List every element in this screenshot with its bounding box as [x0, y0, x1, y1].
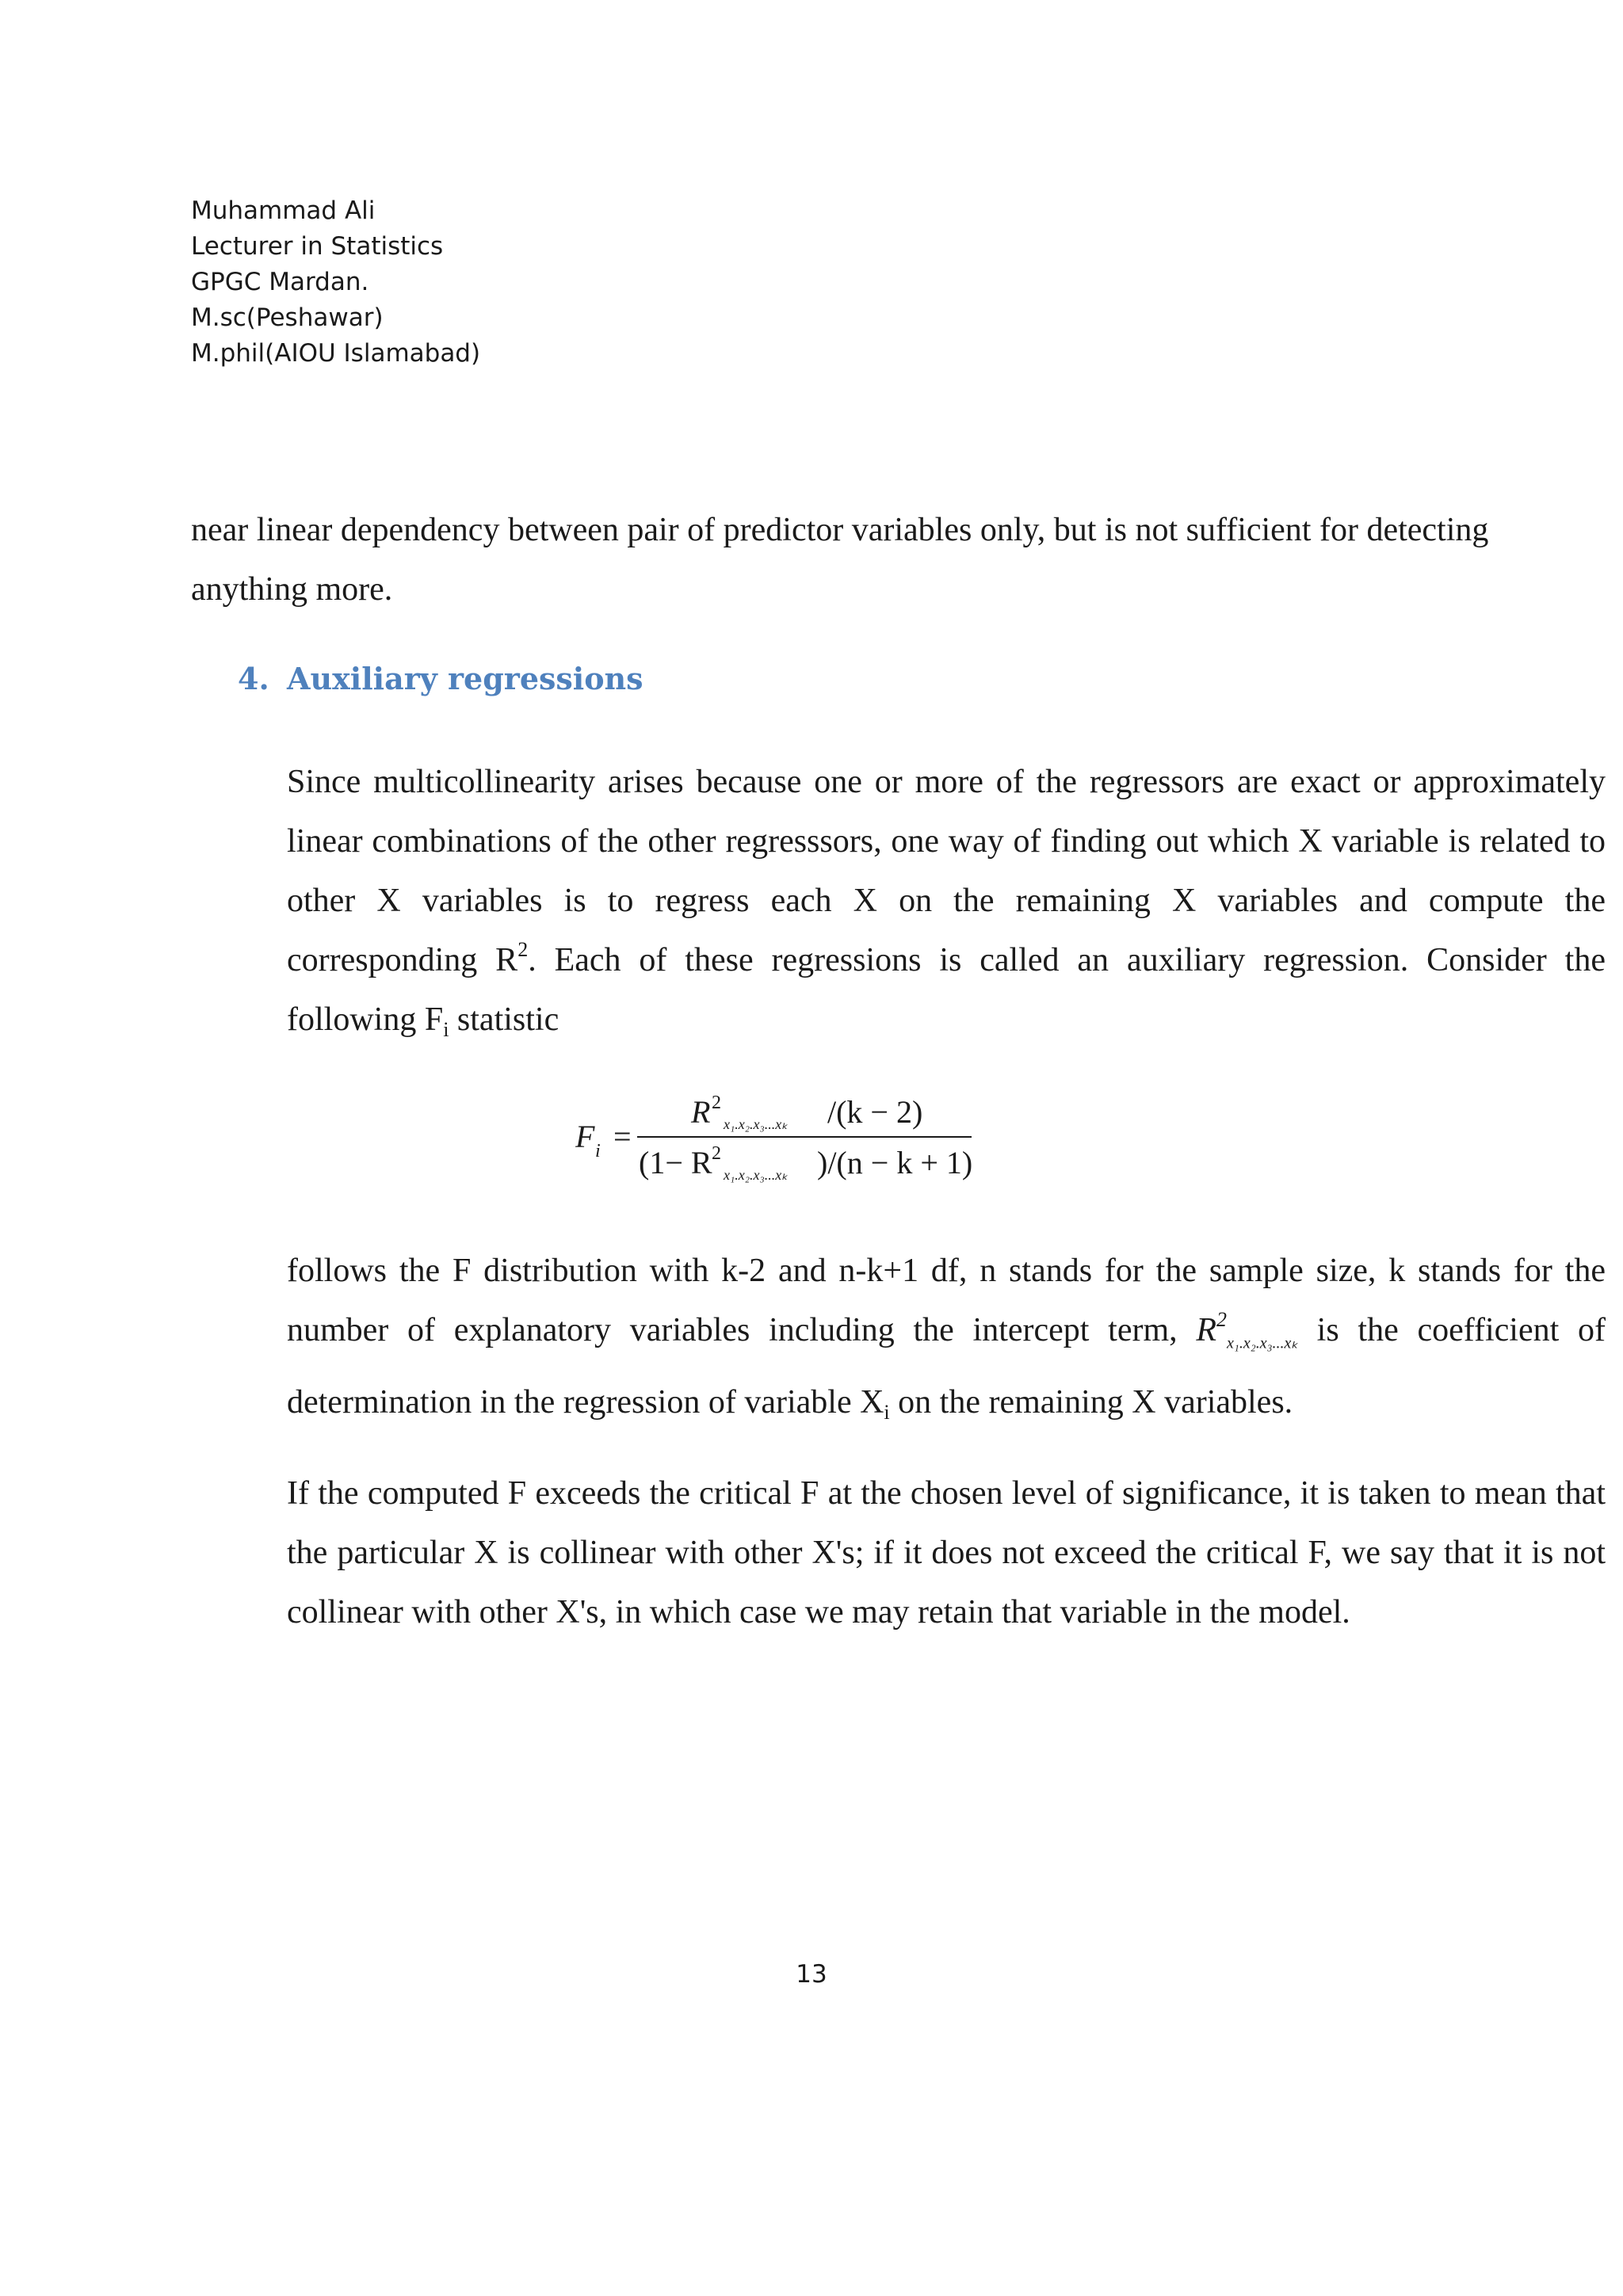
inline-r-subscript: x₁.x₂.x₃...xₖ: [1227, 1334, 1298, 1352]
denominator-superscript: 2: [712, 1143, 721, 1164]
formula-graphic: [575, 1089, 1019, 1192]
subscript: i: [884, 1401, 890, 1425]
formula-lhs-subscript: i: [595, 1141, 601, 1161]
section-heading: [238, 661, 643, 696]
formula-lhs: F: [575, 1119, 595, 1154]
paragraph-text: follows the F distribution with k-2 and n-k+1 df, n stands for the sample size, k stands for the number of explanatory variables including the intercept term,: [287, 1253, 1606, 1348]
numerator-superscript: 2: [712, 1093, 721, 1113]
author-header: [191, 193, 480, 372]
author-degree-msc: M.sc(Peshawar): [191, 303, 384, 332]
denominator-tail: )/(n − k + 1): [817, 1145, 973, 1180]
numerator-tail: /(k − 2): [827, 1094, 923, 1130]
page-number: 13: [796, 1960, 827, 1989]
f-statistic-formula: [575, 1089, 1019, 1196]
numerator-subscript: x₁.x₂.x₃...xₖ: [724, 1116, 788, 1132]
intro-paragraph: near linear dependency between pair of predictor variables only, but is not sufficient for detecting anything more.: [191, 512, 1489, 608]
section-title: Auxiliary regressions: [287, 661, 643, 696]
subscript: i: [443, 1018, 449, 1041]
denominator-subscript: x₁.x₂.x₃...xₖ: [724, 1167, 788, 1183]
paragraph-text: is the coefficient of determination in the regression of variable X: [287, 1312, 1606, 1421]
paragraph-text: statistic: [449, 1001, 559, 1038]
numerator-r: R: [691, 1094, 711, 1130]
author-position: Lecturer in Statistics: [191, 232, 444, 261]
formula-equals: =: [613, 1119, 632, 1154]
superscript: 2: [517, 938, 529, 961]
author-college: GPGC Mardan.: [191, 268, 369, 296]
author-degree-mphil: M.phil(AIOU Islamabad): [191, 339, 481, 368]
inline-r-superscript: 2: [1216, 1308, 1228, 1331]
paragraph-decision-rule: If the computed F exceeds the critical F at the chosen level of significance, it is taken to mean that the particular X is collinear with other X's; if it does not exceed the critical F, we say that it is not collinear with other X's, in which case we may retain that variable in the model.: [287, 1475, 1606, 1630]
paragraph-text: Since multicollinearity arises because one or more of the regressors are exact or approximately linear combinations of the other regresssors, one way of finding out which X variable is related to other X variables is to regress each X on the remaining X variables and compute the corresponding R: [287, 764, 1606, 978]
paragraph-text: on the remaining X variables.: [889, 1384, 1293, 1421]
paragraph-text: . Each of these regressions is called an auxiliary regression. Consider the following F: [287, 942, 1606, 1038]
inline-r: R: [1196, 1312, 1217, 1348]
paragraph-auxiliary-intro: [287, 753, 1606, 1050]
inline-r-squared: [1196, 1308, 1298, 1352]
author-name: Muhammad Ali: [191, 196, 376, 225]
denominator-head: (1− R: [639, 1145, 712, 1180]
paragraph-f-distribution: [287, 1241, 1606, 1432]
section-number: 4.: [238, 661, 269, 696]
